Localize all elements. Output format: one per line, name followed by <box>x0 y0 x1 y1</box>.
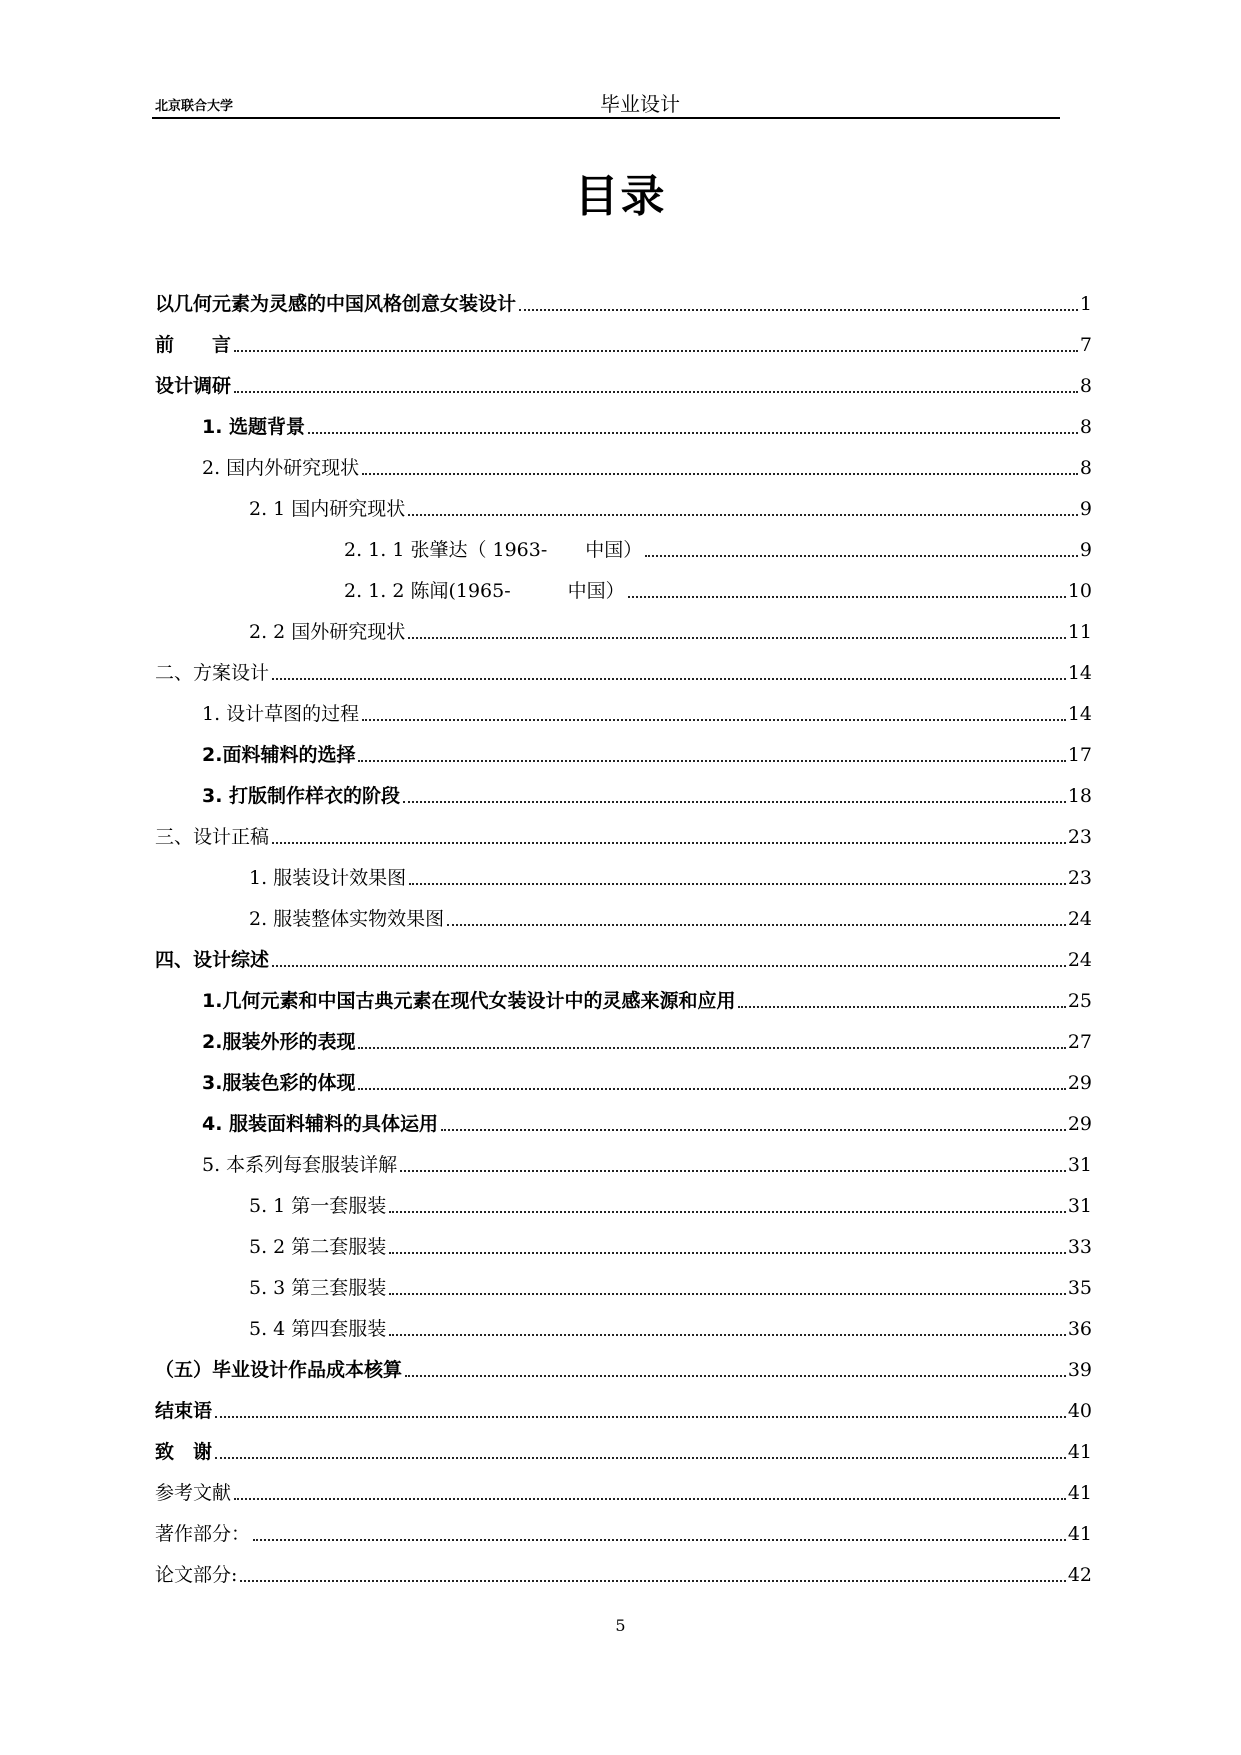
toc-dot-leader <box>389 1334 1066 1336</box>
toc-entry[interactable] <box>155 1223 1092 1264</box>
toc-dot-leader <box>358 1088 1065 1090</box>
toc-entry[interactable] <box>155 936 1092 977</box>
toc-entry-text: 2. 国内外研究现状 <box>202 457 360 479</box>
toc-dot-leader <box>308 432 1078 434</box>
toc-entry[interactable] <box>155 1305 1092 1346</box>
toc-dot-leader <box>408 514 1078 516</box>
toc-entry-page: 8 <box>1079 416 1092 438</box>
toc-entry-text: 4. 服装面料辅料的具体运用 <box>202 1113 439 1135</box>
page-number: 5 <box>615 1616 626 1635</box>
toc-dot-leader <box>234 391 1078 393</box>
toc-entry-text: 5. 1 第一套服装 <box>249 1195 387 1217</box>
toc-entry[interactable] <box>155 321 1092 362</box>
toc-entry-text: 四、设计综述 <box>155 949 270 971</box>
toc-entry[interactable] <box>155 649 1092 690</box>
toc-entry-page: 29 <box>1067 1113 1092 1135</box>
toc-entry[interactable] <box>155 1018 1092 1059</box>
toc-entry-text: 著作部分： <box>155 1523 251 1545</box>
toc-entry-page: 11 <box>1067 621 1092 643</box>
toc-dot-leader <box>447 924 1066 926</box>
toc-entry-text: 参考文献 <box>155 1482 232 1504</box>
toc-entry-page: 41 <box>1067 1482 1092 1504</box>
toc-entry[interactable] <box>155 1100 1092 1141</box>
toc-entry-text: 以几何元素为灵感的中国风格创意女装设计 <box>155 293 517 315</box>
toc-dot-leader <box>389 1211 1066 1213</box>
toc-entry-page: 8 <box>1079 375 1092 397</box>
toc-dot-leader <box>519 309 1078 311</box>
toc-entry-text: 三、设计正稿 <box>155 826 270 848</box>
toc-entry-page: 7 <box>1079 334 1092 356</box>
toc-entry[interactable] <box>155 1264 1092 1305</box>
toc-entry-text: 2. 2 国外研究现状 <box>249 621 406 643</box>
toc-dot-leader <box>272 965 1066 967</box>
toc-entry[interactable] <box>155 1387 1092 1428</box>
toc-entry-page: 14 <box>1067 703 1092 725</box>
toc-entry-page: 24 <box>1067 908 1092 930</box>
toc-entry-page: 24 <box>1067 949 1092 971</box>
toc-dot-leader <box>405 1375 1066 1377</box>
toc-entry-page: 41 <box>1067 1523 1092 1545</box>
toc-entry[interactable] <box>155 772 1092 813</box>
toc-dot-leader <box>389 1293 1066 1295</box>
toc-dot-leader <box>403 801 1066 803</box>
toc-dot-leader <box>409 883 1066 885</box>
toc-dot-leader <box>234 350 1078 352</box>
toc-entry-page: 29 <box>1067 1072 1092 1094</box>
toc-dot-leader <box>645 555 1078 557</box>
toc-entry-text: 1. 服装设计效果图 <box>249 867 407 889</box>
toc-entry-text: 2.服装外形的表现 <box>202 1031 356 1053</box>
toc-entry[interactable] <box>155 608 1092 649</box>
toc-entry[interactable] <box>155 895 1092 936</box>
toc-entry-page: 17 <box>1067 744 1092 766</box>
toc-dot-leader <box>272 842 1066 844</box>
toc-entry-page: 18 <box>1067 785 1092 807</box>
toc-entry-page: 10 <box>1067 580 1092 602</box>
toc-entry-page: 23 <box>1067 826 1092 848</box>
toc-entry[interactable] <box>155 1469 1092 1510</box>
toc-dot-leader <box>362 719 1066 721</box>
toc-entry-text: 5. 4 第四套服装 <box>249 1318 387 1340</box>
toc-entry-text: 1. 选题背景 <box>202 416 306 438</box>
page-title: 目录 <box>574 171 667 222</box>
toc-entry[interactable] <box>155 526 1092 567</box>
toc-entry[interactable] <box>155 403 1092 444</box>
toc-entry-text: （五）毕业设计作品成本核算 <box>155 1359 403 1381</box>
toc-dot-leader <box>362 473 1078 475</box>
toc-dot-leader <box>628 596 1066 598</box>
page-header-center: 毕业设计 <box>600 92 680 116</box>
toc-entry[interactable] <box>155 1141 1092 1182</box>
toc-entry[interactable] <box>155 362 1092 403</box>
toc-entry-page: 35 <box>1067 1277 1092 1299</box>
toc-dot-leader <box>400 1170 1066 1172</box>
toc-entry-page: 27 <box>1067 1031 1092 1053</box>
toc-entry-text: 2. 1. 1 张肇达（ 1963- 中国） <box>344 539 643 561</box>
toc-entry-text: 1.几何元素和中国古典元素在现代女装设计中的灵感来源和应用 <box>202 990 736 1012</box>
toc-dot-leader <box>272 678 1066 680</box>
toc-entry-text: 5. 本系列每套服装详解 <box>202 1154 398 1176</box>
toc-entry[interactable] <box>155 977 1092 1018</box>
toc-entry[interactable] <box>155 854 1092 895</box>
toc-dot-leader <box>358 1047 1065 1049</box>
toc-entry-text: 2. 1 国内研究现状 <box>249 498 406 520</box>
toc-entry[interactable] <box>155 1551 1092 1592</box>
toc-dot-leader <box>234 1498 1066 1500</box>
toc-entry[interactable] <box>155 731 1092 772</box>
toc-entry-page: 14 <box>1067 662 1092 684</box>
toc-entry-text: 2. 服装整体实物效果图 <box>249 908 445 930</box>
toc-entry-page: 8 <box>1079 457 1092 479</box>
toc-entry-page: 33 <box>1067 1236 1092 1258</box>
toc-entry-page: 31 <box>1067 1154 1092 1176</box>
toc-entry-text: 结束语 <box>155 1400 213 1422</box>
toc-dot-leader <box>240 1580 1065 1582</box>
toc-entry-text: 5. 3 第三套服装 <box>249 1277 387 1299</box>
toc-entry-text: 致 谢 <box>155 1441 213 1463</box>
toc-entry-text: 5. 2 第二套服装 <box>249 1236 387 1258</box>
toc-entry-text: 论文部分: <box>155 1564 238 1586</box>
toc-entry-page: 36 <box>1067 1318 1092 1340</box>
toc-entry-page: 31 <box>1067 1195 1092 1217</box>
toc-entry-page: 9 <box>1079 539 1092 561</box>
toc-dot-leader <box>389 1252 1066 1254</box>
toc-entry[interactable] <box>155 444 1092 485</box>
toc-entry[interactable] <box>155 1346 1092 1387</box>
toc-dot-leader <box>215 1457 1066 1459</box>
toc-dot-leader <box>215 1416 1066 1418</box>
page-header-left: 北京联合大学 <box>155 99 234 114</box>
toc-entry-text: 1. 设计草图的过程 <box>202 703 360 725</box>
toc-entry[interactable] <box>155 280 1092 321</box>
toc-entry-page: 42 <box>1067 1564 1092 1586</box>
toc-entry-page: 9 <box>1079 498 1092 520</box>
toc-entry-text: 2.面料辅料的选择 <box>202 744 356 766</box>
toc-entry[interactable] <box>155 1059 1092 1100</box>
toc-entry-page: 41 <box>1067 1441 1092 1463</box>
toc-entry-page: 40 <box>1067 1400 1092 1422</box>
toc-entry-text: 3. 打版制作样衣的阶段 <box>202 785 401 807</box>
toc-entry-page: 23 <box>1067 867 1092 889</box>
toc-dot-leader <box>408 637 1066 639</box>
toc-entry-page: 39 <box>1067 1359 1092 1381</box>
toc-entry[interactable] <box>155 813 1092 854</box>
toc-entry-text: 前 言 <box>155 334 232 356</box>
toc-dot-leader <box>358 760 1065 762</box>
toc-dot-leader <box>253 1539 1066 1541</box>
toc-entry[interactable] <box>155 1510 1092 1551</box>
toc-entry-page: 1 <box>1079 293 1092 315</box>
toc-entry[interactable] <box>155 567 1092 608</box>
toc-entry-text: 二、方案设计 <box>155 662 270 684</box>
toc-entry-text: 设计调研 <box>155 375 232 397</box>
toc-entry-page: 25 <box>1067 990 1092 1012</box>
toc-list <box>155 280 1092 1592</box>
toc-dot-leader <box>441 1129 1066 1131</box>
toc-dot-leader <box>738 1006 1065 1008</box>
toc-entry[interactable] <box>155 690 1092 731</box>
toc-entry[interactable] <box>155 485 1092 526</box>
header-rule <box>152 117 1060 119</box>
toc-entry-text: 2. 1. 2 陈闻(1965- 中国） <box>344 580 625 602</box>
toc-entry[interactable] <box>155 1182 1092 1223</box>
toc-entry[interactable] <box>155 1428 1092 1469</box>
toc-entry-text: 3.服装色彩的体现 <box>202 1072 356 1094</box>
